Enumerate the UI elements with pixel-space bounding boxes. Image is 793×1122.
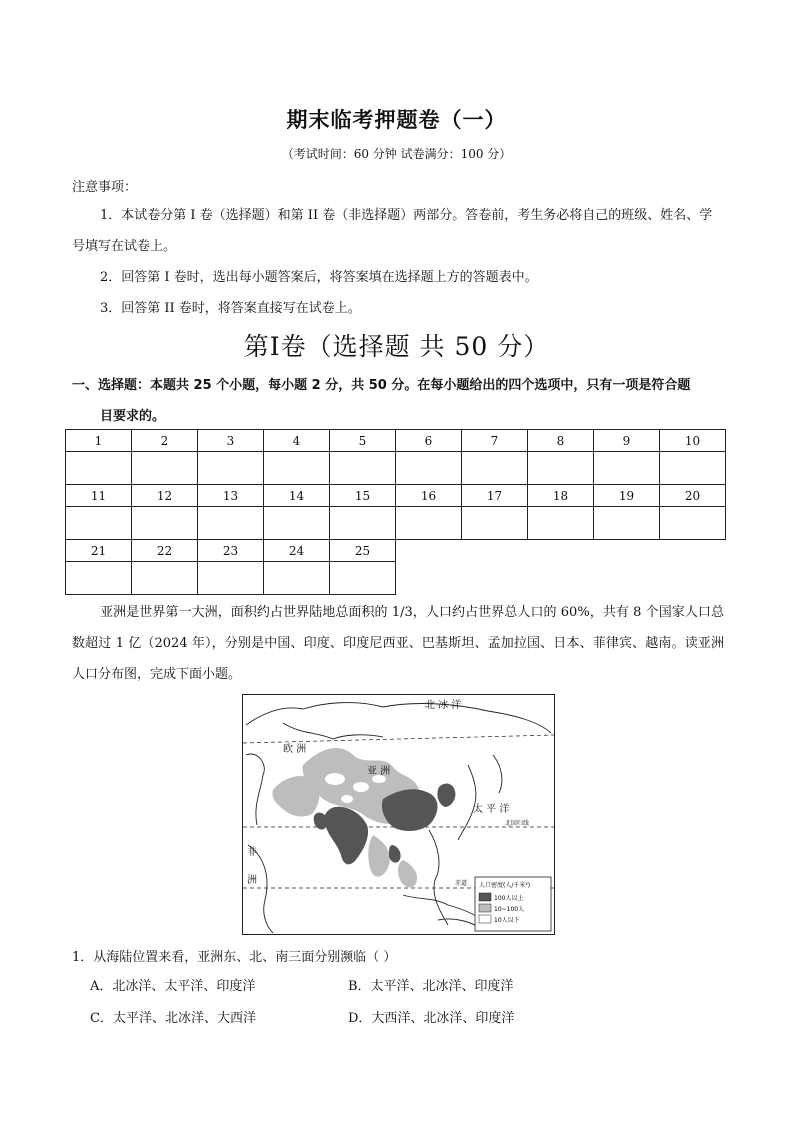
note-item-2-text: 2．回答第 I 卷时，选出每小题答案后，将答案填在选择题上方的答题表中。 (100, 270, 538, 285)
option-a[interactable]: A．北冰洋、太平洋、印度洋 (90, 979, 256, 994)
answer-cell[interactable] (66, 507, 132, 540)
answer-grid-label: 10 (660, 430, 726, 452)
reading-passage (72, 597, 724, 690)
legend-label-medium: 10~100人 (494, 906, 525, 913)
note-item-1-text: 1．本试卷分第 I 卷（选择题）和第 II 卷（非选择题）两部分。答卷前，考生务必将自己的班级、姓名、学号填写在试卷上。 (72, 208, 713, 254)
answer-grid-label: 17 (462, 485, 528, 507)
answer-grid-label: 1 (66, 430, 132, 452)
answer-grid-label: 22 (132, 540, 198, 562)
answer-cell[interactable] (198, 507, 264, 540)
grid-spacer (660, 562, 726, 595)
option-c[interactable]: C．太平洋、北冰洋、大西洋 (90, 1011, 256, 1026)
answer-grid-label: 23 (198, 540, 264, 562)
answer-grid-label: 13 (198, 485, 264, 507)
answer-cell[interactable] (198, 562, 264, 595)
answer-grid-label: 12 (132, 485, 198, 507)
legend-label-dense: 100人以上 (494, 895, 524, 902)
legend-swatch-sparse (479, 915, 491, 923)
region-dense-japan-korea (437, 784, 455, 807)
legend-label-sparse: 10人以下 (494, 917, 520, 924)
grid-spacer (528, 562, 594, 595)
answer-grid-label: 3 (198, 430, 264, 452)
answer-cell[interactable] (594, 507, 660, 540)
answer-grid-label: 15 (330, 485, 396, 507)
region-sparse-patch (325, 773, 345, 785)
answer-grid-label: 24 (264, 540, 330, 562)
answer-cell[interactable] (132, 452, 198, 485)
legend-title: 人口密度(人/千米²) (479, 882, 531, 889)
answer-cell[interactable] (264, 452, 330, 485)
label-equator: 赤道 (455, 880, 468, 887)
option-b[interactable]: B．太平洋、北冰洋、印度洋 (348, 979, 514, 994)
note-item-3-text: 3．回答第 II 卷时，将答案直接写在试卷上。 (100, 301, 361, 316)
grid-spacer (462, 562, 528, 595)
region-sparse-patch (341, 795, 353, 803)
answer-grid-label: 4 (264, 430, 330, 452)
map-figure (243, 695, 554, 934)
grid-spacer (660, 540, 726, 562)
answer-grid-label: 16 (396, 485, 462, 507)
region-dense-java (389, 845, 401, 863)
answer-grid-label: 5 (330, 430, 396, 452)
answer-grid-label: 7 (462, 430, 528, 452)
region-dense-india (324, 807, 368, 865)
answer-cell[interactable] (66, 452, 132, 485)
legend-swatch-medium (479, 904, 491, 912)
grid-spacer (396, 540, 462, 562)
exam-title: 期末临考押题卷（一） (286, 108, 507, 132)
asia-population-map (242, 694, 555, 935)
label-tropic: 北回归线 (505, 820, 530, 827)
answer-cell[interactable] (462, 452, 528, 485)
answer-cell[interactable] (660, 507, 726, 540)
label-arctic-ocean: 北 冰 洋 (425, 700, 462, 711)
grid-spacer (396, 562, 462, 595)
grid-spacer (594, 562, 660, 595)
note-item-1 (72, 200, 724, 262)
grid-spacer (528, 540, 594, 562)
label-pacific-ocean: 太 平 洋 (473, 804, 510, 815)
passage-text: 亚洲是世界第一大洲，面积约占世界陆地总面积的 1/3，人口约占世界总人口的 60%，共有 8 个国家人口总数超过 1 亿（2024 年），分别是中国、印度、印度尼西亚、巴基斯坦、孟加拉国、日本、菲律宾、越南。读亚洲人口分布图，完成下面小题。 (72, 605, 724, 682)
choice-instructions (72, 370, 732, 432)
region-medium-archipelago (398, 860, 417, 887)
note-item-2 (72, 262, 724, 293)
grid-spacer (594, 540, 660, 562)
answer-cell[interactable] (396, 452, 462, 485)
exam-subtitle: （考试时间：60 分钟 试卷满分：100 分） (281, 147, 512, 161)
answer-cell[interactable] (462, 507, 528, 540)
notes-heading: 注意事项： (72, 180, 138, 195)
legend-swatch-dense (479, 893, 491, 901)
answer-cell[interactable] (660, 452, 726, 485)
answer-cell[interactable] (132, 562, 198, 595)
answer-cell[interactable] (132, 507, 198, 540)
answer-grid-label: 8 (528, 430, 594, 452)
answer-cell[interactable] (66, 562, 132, 595)
map-legend (475, 877, 551, 931)
label-asia: 亚 洲 (367, 766, 391, 777)
option-d[interactable]: D．大西洋、北冰洋、印度洋 (348, 1011, 515, 1026)
answer-grid-label: 14 (264, 485, 330, 507)
note-item-3 (72, 293, 724, 324)
question-1-stem: 1．从海陆位置来看，亚洲东、北、南三面分别濒临（ ） (72, 950, 397, 965)
answer-cell[interactable] (528, 507, 594, 540)
answer-grid-label: 21 (66, 540, 132, 562)
answer-cell[interactable] (330, 562, 396, 595)
answer-cell[interactable] (396, 507, 462, 540)
answer-grid-label: 20 (660, 485, 726, 507)
answer-cell[interactable] (198, 452, 264, 485)
answer-cell[interactable] (264, 562, 330, 595)
arctic-circle-line (243, 735, 554, 743)
region-sparse-patch (353, 782, 369, 792)
answer-grid-label: 25 (330, 540, 396, 562)
answer-grid (65, 429, 726, 595)
answer-grid-label: 11 (66, 485, 132, 507)
answer-grid-label: 6 (396, 430, 462, 452)
answer-grid-label: 18 (528, 485, 594, 507)
answer-cell[interactable] (594, 452, 660, 485)
answer-grid-label: 9 (594, 430, 660, 452)
answer-cell[interactable] (330, 452, 396, 485)
grid-spacer (462, 540, 528, 562)
instructions-line-1: 一、选择题：本题共 25 个小题，每小题 2 分，共 50 分。在每小题给出的四个选项中，只有一项是符合题 (72, 378, 691, 393)
answer-grid-label: 19 (594, 485, 660, 507)
answer-cell[interactable] (330, 507, 396, 540)
answer-cell[interactable] (264, 507, 330, 540)
question-1-options (90, 976, 640, 1030)
region-medium-southeast (368, 835, 390, 877)
section-title: 第I卷（选择题 共 50 分） (243, 332, 550, 361)
label-europe: 欧 洲 (283, 744, 307, 755)
label-africa: 洲 (247, 875, 257, 886)
answer-cell[interactable] (528, 452, 594, 485)
region-dense-china (382, 789, 438, 831)
answer-grid-label: 2 (132, 430, 198, 452)
instructions-line-2: 目要求的。 (100, 409, 166, 424)
label-africa-top: 非 (247, 847, 257, 858)
